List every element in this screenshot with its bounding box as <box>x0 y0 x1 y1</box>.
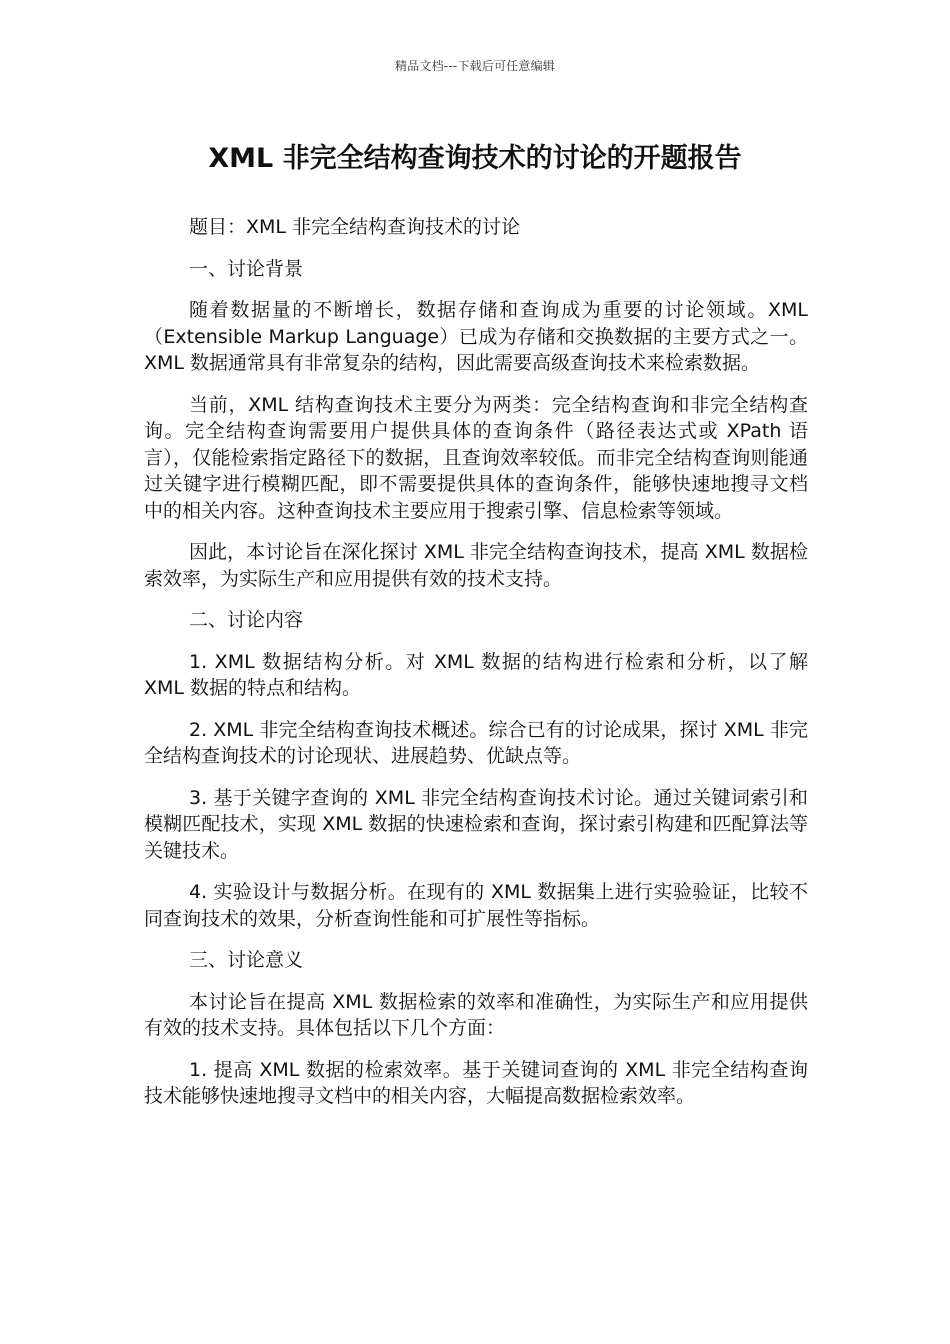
content-list-item: 2. XML 非完全结构查询技术概述。综合已有的讨论成果，探讨 XML 非完全结构查询技术的讨论现状、进展趋势、优缺点等。 <box>144 718 808 767</box>
background-paragraph: 随着数据量的不断增长，数据存储和查询成为重要的讨论领域。XML（Extensible Markup Language）已成为存储和交换数据的主要方式之一。XML 数据通常具有非常复杂的结构，因此需要高级查询技术来检索数据。 <box>144 299 808 374</box>
header-note: 精品文档---下载后可任意编辑 <box>395 59 555 73</box>
section-heading-content: 二、讨论内容 <box>189 609 304 631</box>
content-list-item: 4. 实验设计与数据分析。在现有的 XML 数据集上进行实验验证，比较不同查询技术的效果，分析查询性能和可扩展性等指标。 <box>144 881 808 930</box>
content-list-item: 1. XML 数据结构分析。对 XML 数据的结构进行检索和分析，以了解 XML 数据的特点和结构。 <box>144 650 808 699</box>
background-paragraph: 因此，本讨论旨在深化探讨 XML 非完全结构查询技术，提高 XML 数据检索效率，为实际生产和应用提供有效的技术支持。 <box>144 541 808 590</box>
topic-line: 题目：XML 非完全结构查询技术的讨论 <box>189 216 521 238</box>
section-heading-significance: 三、讨论意义 <box>189 949 304 971</box>
significance-intro: 本讨论旨在提高 XML 数据检索的效率和准确性，为实际生产和应用提供有效的技术支持。具体包括以下几个方面： <box>144 990 808 1039</box>
section-heading-background: 一、讨论背景 <box>189 257 304 280</box>
significance-list-item: 1. 提高 XML 数据的检索效率。基于关键词查询的 XML 非完全结构查询技术能够快速地搜寻文档中的相关内容，大幅提高数据检索效率。 <box>144 1058 808 1107</box>
document-title: XML 非完全结构查询技术的讨论的开题报告 <box>208 143 742 174</box>
background-paragraph: 当前，XML 结构查询技术主要分为两类：完全结构查询和非完全结构查询。完全结构查询需要用户提供具体的查询条件（路径表达式或 XPath 语言），仅能检索指定路径下的数据，且查询效率较低。而非完全结构查询则能通过关键字进行模糊匹配，即不需要提供具体的查询条件，能够快速地搜寻文档中的相关内容。这种查询技术主要应用于搜索引擎、信息检索等领域。 <box>144 393 808 522</box>
document-body <box>144 214 808 1125</box>
content-list-item: 3. 基于关键字查询的 XML 非完全结构查询技术讨论。通过关键词索引和模糊匹配技术，实现 XML 数据的快速检索和查询，探讨索引构建和匹配算法等关键技术。 <box>144 786 808 862</box>
